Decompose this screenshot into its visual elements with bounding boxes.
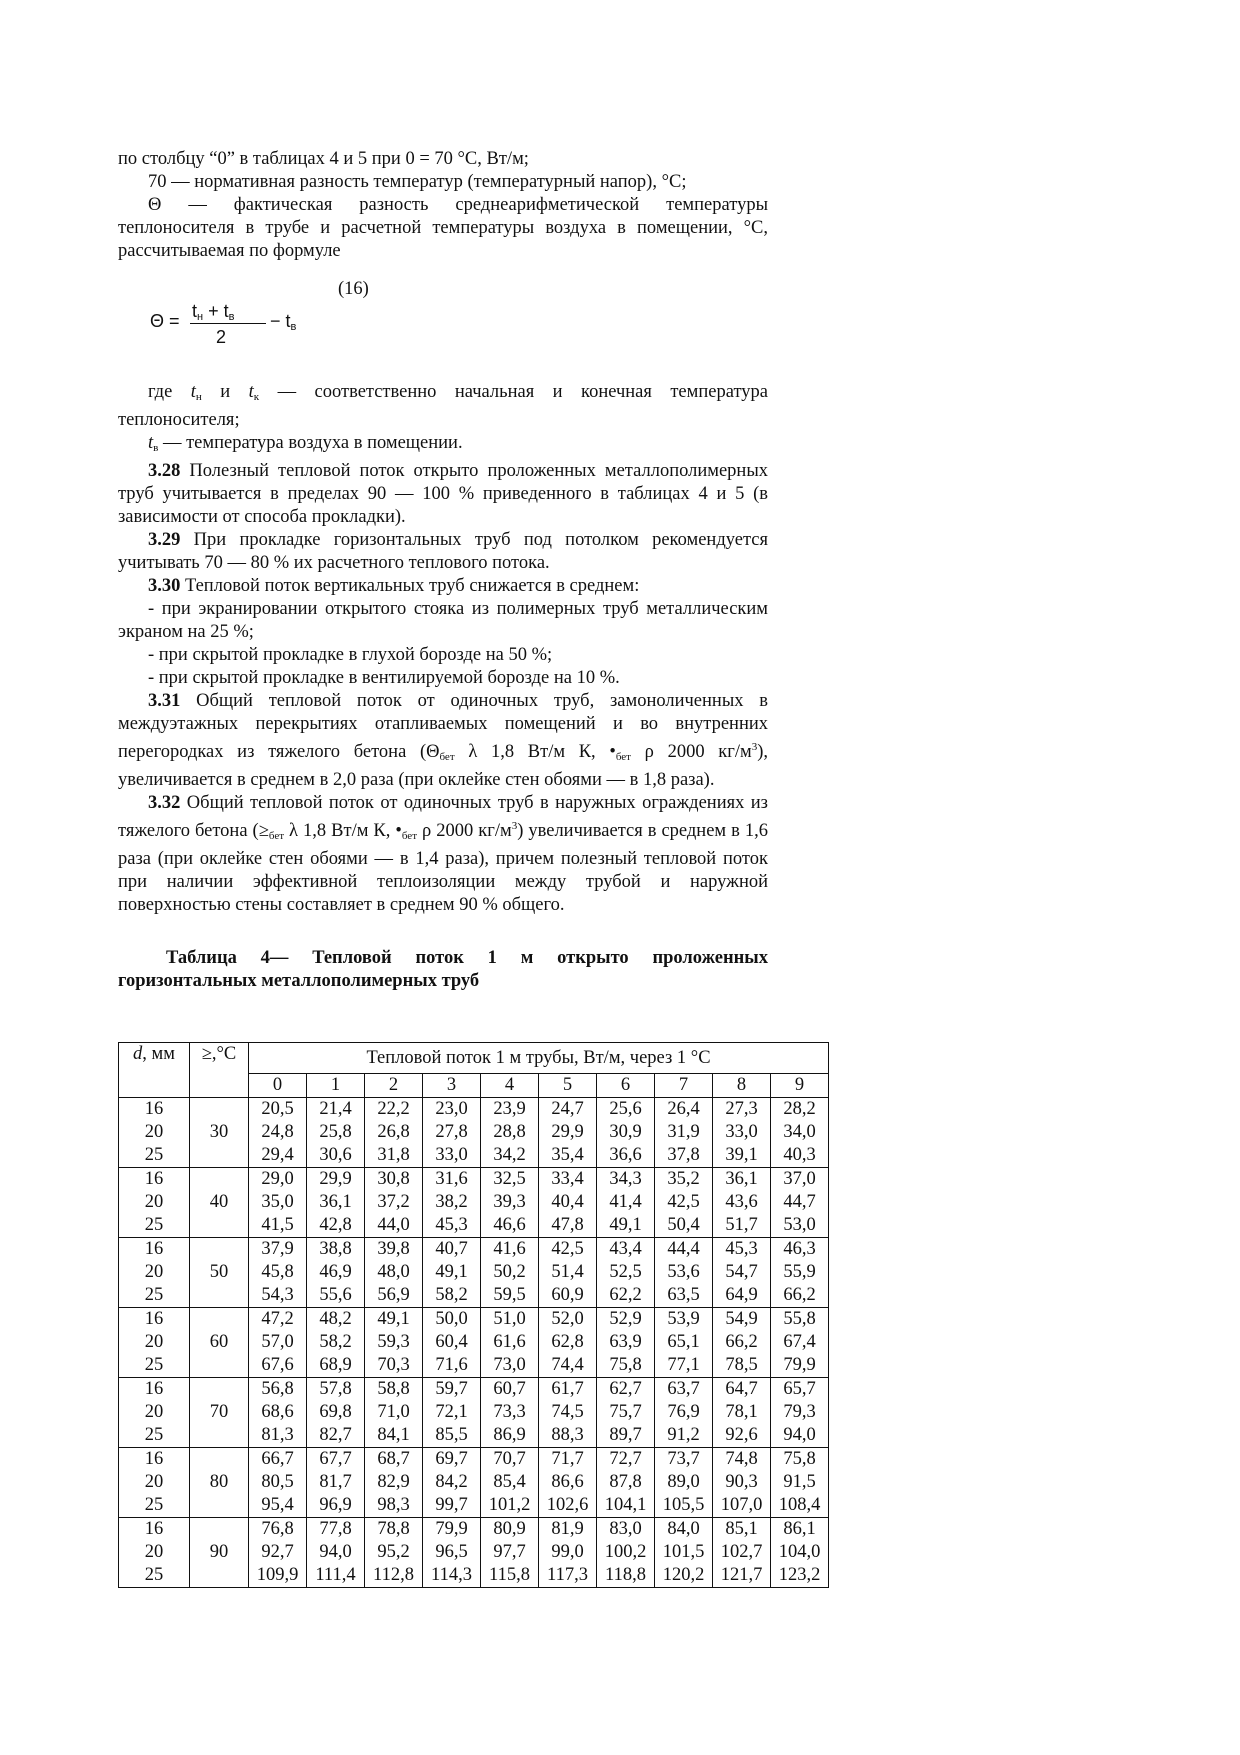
value-cell: 52,9 63,9 75,8: [597, 1308, 655, 1378]
value-cell: 49,1 59,3 70,3: [365, 1308, 423, 1378]
value-cell: 56,8 68,6 81,3: [249, 1378, 307, 1448]
paragraph: - при скрытой прокладке в глухой борозде на 50 %;: [148, 645, 553, 665]
formula-lhs: Θ =: [150, 311, 180, 331]
diameter-cell: 16 20 25: [119, 1518, 190, 1588]
column-number: 9: [771, 1074, 829, 1098]
paragraph: по столбцу “0” в таблицах 4 и 5 при 0 = 70 °С, Вт/м;: [118, 149, 529, 169]
value-cell: 53,9 65,1 77,1: [655, 1308, 713, 1378]
value-cell: 37,0 44,7 53,0: [771, 1168, 829, 1238]
formula-16: [118, 263, 768, 381]
heat-flow-table: [118, 1042, 829, 1588]
table-row: [119, 1518, 829, 1588]
column-header-delta: ≥,°С: [190, 1043, 249, 1098]
value-cell: 26,4 31,9 37,8: [655, 1098, 713, 1168]
column-number: 0: [249, 1074, 307, 1098]
value-cell: 43,4 52,5 62,2: [597, 1238, 655, 1308]
value-cell: 33,4 40,4 47,8: [539, 1168, 597, 1238]
column-number: 5: [539, 1074, 597, 1098]
formula-denominator: 2: [216, 327, 227, 347]
paragraph: 3.31 Общий тепловой поток от одиночных труб, замоноличенных в междуэтажных перекрытиях отапливаемых помещений и во внутренних перегородках из тяжелого бетона ($\Theta_{бет}$ λ 1,8 Вт/м К, $•_{бет}$ ρ 2000 $кг/м^3$), увеличивается в среднем в 2,0 раза (при оклейке стен обоями — в 1,8 раза).: [118, 691, 768, 791]
value-cell: 83,0 100,2 118,8: [597, 1518, 655, 1588]
value-cell: 23,0 27,8 33,0: [423, 1098, 481, 1168]
value-cell: 35,2 42,5 50,4: [655, 1168, 713, 1238]
value-cell: 31,6 38,2 45,3: [423, 1168, 481, 1238]
value-cell: 52,0 62,8 74,4: [539, 1308, 597, 1378]
value-cell: 77,8 94,0 111,4: [307, 1518, 365, 1588]
table-row: [119, 1098, 829, 1168]
column-number: 4: [481, 1074, 539, 1098]
value-cell: 66,7 80,5 95,4: [249, 1448, 307, 1518]
value-cell: 42,5 51,4 60,9: [539, 1238, 597, 1308]
value-cell: 64,7 78,1 92,6: [713, 1378, 771, 1448]
value-cell: 58,8 71,0 84,1: [365, 1378, 423, 1448]
value-cell: 84,0 101,5 120,2: [655, 1518, 713, 1588]
document-body: [118, 148, 768, 993]
formula-tail: − $t_в$: [270, 311, 297, 333]
value-cell: 70,7 85,4 101,2: [481, 1448, 539, 1518]
diameter-cell: 16 20 25: [119, 1448, 190, 1518]
value-cell: 39,8 48,0 56,9: [365, 1238, 423, 1308]
column-header-flow: Тепловой поток 1 м трубы, Вт/м, через 1 °С: [249, 1043, 829, 1074]
paragraph: 3.29 При прокладке горизонтальных труб под потолком рекомендуется учитывать 70 — 80 % их расчетного теплового потока.: [118, 530, 768, 573]
value-cell: 59,7 72,1 85,5: [423, 1378, 481, 1448]
temperature-diff-cell: 50: [190, 1238, 249, 1308]
value-cell: 76,8 92,7 109,9: [249, 1518, 307, 1588]
paragraph: 3.28 Полезный тепловой поток открыто проложенных металлополимерных труб учитывается в пределах 90 — 100 % приведенного в таблицах 4 и 5 (в зависимости от способа прокладки).: [118, 461, 768, 527]
value-cell: 21,4 25,8 30,6: [307, 1098, 365, 1168]
value-cell: 73,7 89,0 105,5: [655, 1448, 713, 1518]
value-cell: 67,7 81,7 96,9: [307, 1448, 365, 1518]
value-cell: 65,7 79,3 94,0: [771, 1378, 829, 1448]
value-cell: 30,8 37,2 44,0: [365, 1168, 423, 1238]
value-cell: 46,3 55,9 66,2: [771, 1238, 829, 1308]
value-cell: 32,5 39,3 46,6: [481, 1168, 539, 1238]
table-row: [119, 1168, 829, 1238]
value-cell: 20,5 24,8 29,4: [249, 1098, 307, 1168]
column-number: 7: [655, 1074, 713, 1098]
temperature-diff-cell: 70: [190, 1378, 249, 1448]
value-cell: 45,3 54,7 64,9: [713, 1238, 771, 1308]
value-cell: 72,7 87,8 104,1: [597, 1448, 655, 1518]
value-cell: 71,7 86,6 102,6: [539, 1448, 597, 1518]
temperature-diff-cell: 60: [190, 1308, 249, 1378]
column-number: 2: [365, 1074, 423, 1098]
column-number: 6: [597, 1074, 655, 1098]
temperature-diff-cell: 80: [190, 1448, 249, 1518]
value-cell: 78,8 95,2 112,8: [365, 1518, 423, 1588]
paragraph: - при скрытой прокладке в вентилируемой борозде на 10 %.: [148, 668, 620, 688]
value-cell: 80,9 97,7 115,8: [481, 1518, 539, 1588]
table-row: [119, 1308, 829, 1378]
value-cell: 63,7 76,9 91,2: [655, 1378, 713, 1448]
diameter-cell: 16 20 25: [119, 1378, 190, 1448]
value-cell: 40,7 49,1 58,2: [423, 1238, 481, 1308]
table-row: [119, 1378, 829, 1448]
value-cell: 23,9 28,8 34,2: [481, 1098, 539, 1168]
value-cell: 22,2 26,8 31,8: [365, 1098, 423, 1168]
value-cell: 25,6 30,9 36,6: [597, 1098, 655, 1168]
value-cell: 79,9 96,5 114,3: [423, 1518, 481, 1588]
diameter-cell: 16 20 25: [119, 1168, 190, 1238]
value-cell: 85,1 102,7 121,7: [713, 1518, 771, 1588]
diameter-cell: 16 20 25: [119, 1238, 190, 1308]
table-row: [119, 1448, 829, 1518]
value-cell: 41,6 50,2 59,5: [481, 1238, 539, 1308]
table-row: [119, 1238, 829, 1308]
value-cell: 81,9 99,0 117,3: [539, 1518, 597, 1588]
value-cell: 28,2 34,0 40,3: [771, 1098, 829, 1168]
value-cell: 86,1 104,0 123,2: [771, 1518, 829, 1588]
fraction-line: [190, 323, 266, 324]
value-cell: 69,7 84,2 99,7: [423, 1448, 481, 1518]
value-cell: 74,8 90,3 107,0: [713, 1448, 771, 1518]
value-cell: 44,4 53,6 63,5: [655, 1238, 713, 1308]
table-caption: Таблица 4— Тепловой поток 1 м открыто проложенных горизонтальных металлополимерных труб: [118, 948, 768, 992]
paragraph: - при экранировании открытого стояка из полимерных труб металлическим экраном на 25 %;: [118, 599, 768, 642]
value-cell: 54,9 66,2 78,5: [713, 1308, 771, 1378]
temperature-diff-cell: 40: [190, 1168, 249, 1238]
value-cell: 61,7 74,5 88,3: [539, 1378, 597, 1448]
diameter-cell: 16 20 25: [119, 1098, 190, 1168]
value-cell: 48,2 58,2 68,9: [307, 1308, 365, 1378]
paragraph: где $t_н$ и $t_к$ — соответственно начальная и конечная температура теплоносителя;: [118, 382, 768, 430]
value-cell: 24,7 29,9 35,4: [539, 1098, 597, 1168]
column-number: 1: [307, 1074, 365, 1098]
paragraph: 3.30 Тепловой поток вертикальных труб снижается в среднем:: [148, 576, 640, 596]
value-cell: 75,8 91,5 108,4: [771, 1448, 829, 1518]
paragraph: 3.32 Общий тепловой поток от одиночных труб в наружных ограждениях из тяжелого бетона ($\ge_{бет}$ λ 1,8 Вт/м К, $•_{бет}$ ρ 2000 $кг/м^3$) увеличивается в среднем в 1,6 раза (при оклейке стен обоями — в 1,4 раза), причем полезный тепловой поток при наличии эффективной теплоизоляции между трубой и наружной поверхностью стены составляет в среднем 90 % общего.: [118, 793, 768, 916]
value-cell: 62,7 75,7 89,7: [597, 1378, 655, 1448]
value-cell: 29,0 35,0 41,5: [249, 1168, 307, 1238]
value-cell: 68,7 82,9 98,3: [365, 1448, 423, 1518]
temperature-diff-cell: 90: [190, 1518, 249, 1588]
formula-numerator: $t_н + t_в$: [192, 301, 235, 323]
value-cell: 37,9 45,8 54,3: [249, 1238, 307, 1308]
value-cell: 51,0 61,6 73,0: [481, 1308, 539, 1378]
diameter-cell: 16 20 25: [119, 1308, 190, 1378]
value-cell: 55,8 67,4 79,9: [771, 1308, 829, 1378]
temperature-diff-cell: 30: [190, 1098, 249, 1168]
value-cell: 50,0 60,4 71,6: [423, 1308, 481, 1378]
column-number: 8: [713, 1074, 771, 1098]
paragraph: $t_в$ — температура воздуха в помещении.: [148, 433, 463, 454]
value-cell: 47,2 57,0 67,6: [249, 1308, 307, 1378]
table-body: [119, 1098, 829, 1588]
column-header-d: d, мм: [119, 1043, 190, 1098]
value-cell: 29,9 36,1 42,8: [307, 1168, 365, 1238]
value-cell: 38,8 46,9 55,6: [307, 1238, 365, 1308]
value-cell: 57,8 69,8 82,7: [307, 1378, 365, 1448]
formula-number: (16): [338, 279, 369, 299]
value-cell: 60,7 73,3 86,9: [481, 1378, 539, 1448]
paragraph: Θ — фактическая разность среднеарифметической температуры теплоносителя в трубе и расчетной температуры воздуха в помещении, °С, рассчитываемая по формуле: [118, 195, 768, 261]
value-cell: 34,3 41,4 49,1: [597, 1168, 655, 1238]
value-cell: 36,1 43,6 51,7: [713, 1168, 771, 1238]
value-cell: 27,3 33,0 39,1: [713, 1098, 771, 1168]
paragraph: 70 — нормативная разность температур (температурный напор), °С;: [148, 172, 687, 192]
column-number: 3: [423, 1074, 481, 1098]
